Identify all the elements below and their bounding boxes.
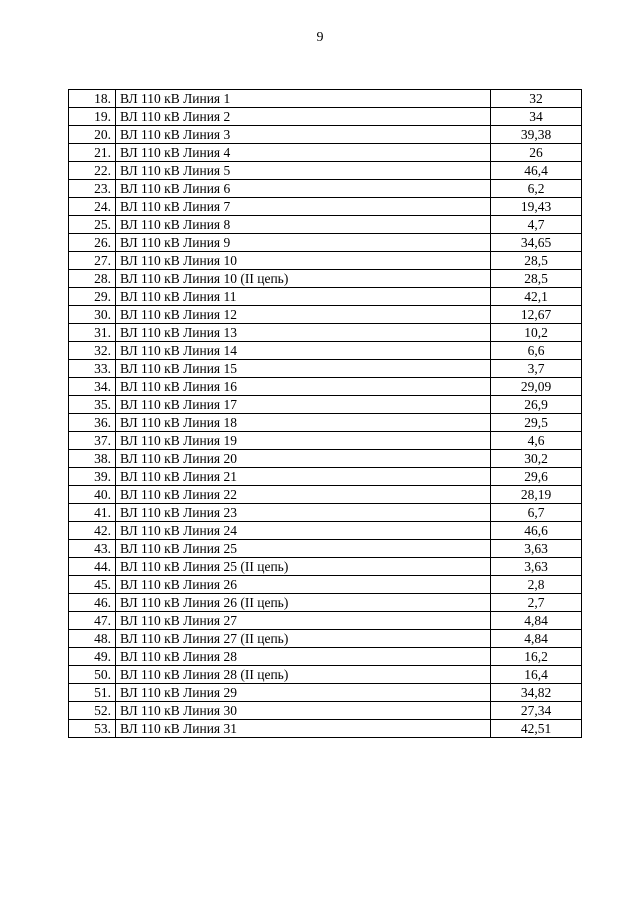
table-row <box>69 162 582 180</box>
row-number: 31. <box>69 324 116 342</box>
line-name: ВЛ 110 кВ Линия 18 <box>116 414 491 432</box>
line-name: ВЛ 110 кВ Линия 24 <box>116 522 491 540</box>
line-length: 16,2 <box>491 648 582 666</box>
table-row <box>69 252 582 270</box>
row-number: 53. <box>69 720 116 738</box>
table-row <box>69 234 582 252</box>
line-name: ВЛ 110 кВ Линия 11 <box>116 288 491 306</box>
line-name: ВЛ 110 кВ Линия 27 <box>116 612 491 630</box>
table-row <box>69 540 582 558</box>
line-length: 3,63 <box>491 540 582 558</box>
line-length: 42,51 <box>491 720 582 738</box>
line-length: 12,67 <box>491 306 582 324</box>
line-length: 32 <box>491 90 582 108</box>
line-name: ВЛ 110 кВ Линия 23 <box>116 504 491 522</box>
line-name: ВЛ 110 кВ Линия 28 (II цепь) <box>116 666 491 684</box>
table-row <box>69 666 582 684</box>
table-row <box>69 90 582 108</box>
line-name: ВЛ 110 кВ Линия 26 (II цепь) <box>116 594 491 612</box>
line-length: 42,1 <box>491 288 582 306</box>
row-number: 37. <box>69 432 116 450</box>
row-number: 39. <box>69 468 116 486</box>
line-length: 2,7 <box>491 594 582 612</box>
row-number: 33. <box>69 360 116 378</box>
table-row <box>69 486 582 504</box>
line-length: 4,84 <box>491 630 582 648</box>
row-number: 36. <box>69 414 116 432</box>
row-number: 35. <box>69 396 116 414</box>
line-name: ВЛ 110 кВ Линия 4 <box>116 144 491 162</box>
line-length: 29,5 <box>491 414 582 432</box>
line-name: ВЛ 110 кВ Линия 10 (II цепь) <box>116 270 491 288</box>
line-length: 6,7 <box>491 504 582 522</box>
table-row <box>69 216 582 234</box>
table-row <box>69 576 582 594</box>
row-number: 42. <box>69 522 116 540</box>
row-number: 43. <box>69 540 116 558</box>
line-name: ВЛ 110 кВ Линия 20 <box>116 450 491 468</box>
table-row <box>69 360 582 378</box>
line-length: 29,09 <box>491 378 582 396</box>
line-name: ВЛ 110 кВ Линия 17 <box>116 396 491 414</box>
line-name: ВЛ 110 кВ Линия 22 <box>116 486 491 504</box>
line-length: 19,43 <box>491 198 582 216</box>
line-length: 16,4 <box>491 666 582 684</box>
line-length: 46,4 <box>491 162 582 180</box>
line-length: 34 <box>491 108 582 126</box>
line-name: ВЛ 110 кВ Линия 28 <box>116 648 491 666</box>
line-length: 34,65 <box>491 234 582 252</box>
line-length: 39,38 <box>491 126 582 144</box>
row-number: 48. <box>69 630 116 648</box>
line-length: 28,5 <box>491 252 582 270</box>
line-name: ВЛ 110 кВ Линия 14 <box>116 342 491 360</box>
row-number: 44. <box>69 558 116 576</box>
line-name: ВЛ 110 кВ Линия 29 <box>116 684 491 702</box>
power-lines-table <box>68 89 582 738</box>
line-length: 6,2 <box>491 180 582 198</box>
line-length: 4,7 <box>491 216 582 234</box>
line-length: 28,5 <box>491 270 582 288</box>
line-name: ВЛ 110 кВ Линия 8 <box>116 216 491 234</box>
line-length: 27,34 <box>491 702 582 720</box>
row-number: 47. <box>69 612 116 630</box>
table-row <box>69 630 582 648</box>
row-number: 49. <box>69 648 116 666</box>
line-name: ВЛ 110 кВ Линия 26 <box>116 576 491 594</box>
line-name: ВЛ 110 кВ Линия 30 <box>116 702 491 720</box>
table-row <box>69 198 582 216</box>
table-row <box>69 504 582 522</box>
line-name: ВЛ 110 кВ Линия 2 <box>116 108 491 126</box>
line-name: ВЛ 110 кВ Линия 27 (II цепь) <box>116 630 491 648</box>
row-number: 20. <box>69 126 116 144</box>
table-row <box>69 720 582 738</box>
table-row <box>69 126 582 144</box>
row-number: 45. <box>69 576 116 594</box>
table-row <box>69 306 582 324</box>
row-number: 21. <box>69 144 116 162</box>
line-length: 26,9 <box>491 396 582 414</box>
table-row <box>69 432 582 450</box>
row-number: 52. <box>69 702 116 720</box>
line-name: ВЛ 110 кВ Линия 1 <box>116 90 491 108</box>
table-row <box>69 702 582 720</box>
line-name: ВЛ 110 кВ Линия 12 <box>116 306 491 324</box>
table-row <box>69 558 582 576</box>
row-number: 46. <box>69 594 116 612</box>
line-name: ВЛ 110 кВ Линия 13 <box>116 324 491 342</box>
line-name: ВЛ 110 кВ Линия 25 (II цепь) <box>116 558 491 576</box>
table-row <box>69 180 582 198</box>
table-row <box>69 108 582 126</box>
line-name: ВЛ 110 кВ Линия 19 <box>116 432 491 450</box>
row-number: 27. <box>69 252 116 270</box>
table-row <box>69 378 582 396</box>
line-name: ВЛ 110 кВ Линия 5 <box>116 162 491 180</box>
line-name: ВЛ 110 кВ Линия 6 <box>116 180 491 198</box>
row-number: 50. <box>69 666 116 684</box>
line-length: 46,6 <box>491 522 582 540</box>
line-length: 6,6 <box>491 342 582 360</box>
table-row <box>69 270 582 288</box>
line-length: 2,8 <box>491 576 582 594</box>
table-row <box>69 342 582 360</box>
table-row <box>69 648 582 666</box>
line-length: 4,6 <box>491 432 582 450</box>
line-name: ВЛ 110 кВ Линия 3 <box>116 126 491 144</box>
row-number: 22. <box>69 162 116 180</box>
row-number: 38. <box>69 450 116 468</box>
page-number: 9 <box>316 30 324 45</box>
table-row <box>69 324 582 342</box>
row-number: 32. <box>69 342 116 360</box>
line-length: 34,82 <box>491 684 582 702</box>
table-row <box>69 414 582 432</box>
table-row <box>69 612 582 630</box>
row-number: 34. <box>69 378 116 396</box>
line-name: ВЛ 110 кВ Линия 31 <box>116 720 491 738</box>
table-row <box>69 468 582 486</box>
line-name: ВЛ 110 кВ Линия 10 <box>116 252 491 270</box>
row-number: 18. <box>69 90 116 108</box>
row-number: 23. <box>69 180 116 198</box>
line-name: ВЛ 110 кВ Линия 15 <box>116 360 491 378</box>
row-number: 40. <box>69 486 116 504</box>
table-row <box>69 288 582 306</box>
line-name: ВЛ 110 кВ Линия 16 <box>116 378 491 396</box>
table-row <box>69 396 582 414</box>
line-length: 30,2 <box>491 450 582 468</box>
row-number: 19. <box>69 108 116 126</box>
line-length: 10,2 <box>491 324 582 342</box>
line-length: 4,84 <box>491 612 582 630</box>
row-number: 30. <box>69 306 116 324</box>
row-number: 24. <box>69 198 116 216</box>
table-row <box>69 594 582 612</box>
row-number: 41. <box>69 504 116 522</box>
row-number: 29. <box>69 288 116 306</box>
row-number: 28. <box>69 270 116 288</box>
line-length: 28,19 <box>491 486 582 504</box>
line-length: 29,6 <box>491 468 582 486</box>
table-body <box>69 90 582 738</box>
table-row <box>69 450 582 468</box>
table-row <box>69 522 582 540</box>
line-name: ВЛ 110 кВ Линия 25 <box>116 540 491 558</box>
line-length: 26 <box>491 144 582 162</box>
line-name: ВЛ 110 кВ Линия 21 <box>116 468 491 486</box>
table-row <box>69 684 582 702</box>
row-number: 25. <box>69 216 116 234</box>
table-row <box>69 144 582 162</box>
row-number: 51. <box>69 684 116 702</box>
row-number: 26. <box>69 234 116 252</box>
line-length: 3,63 <box>491 558 582 576</box>
line-name: ВЛ 110 кВ Линия 7 <box>116 198 491 216</box>
line-name: ВЛ 110 кВ Линия 9 <box>116 234 491 252</box>
line-length: 3,7 <box>491 360 582 378</box>
